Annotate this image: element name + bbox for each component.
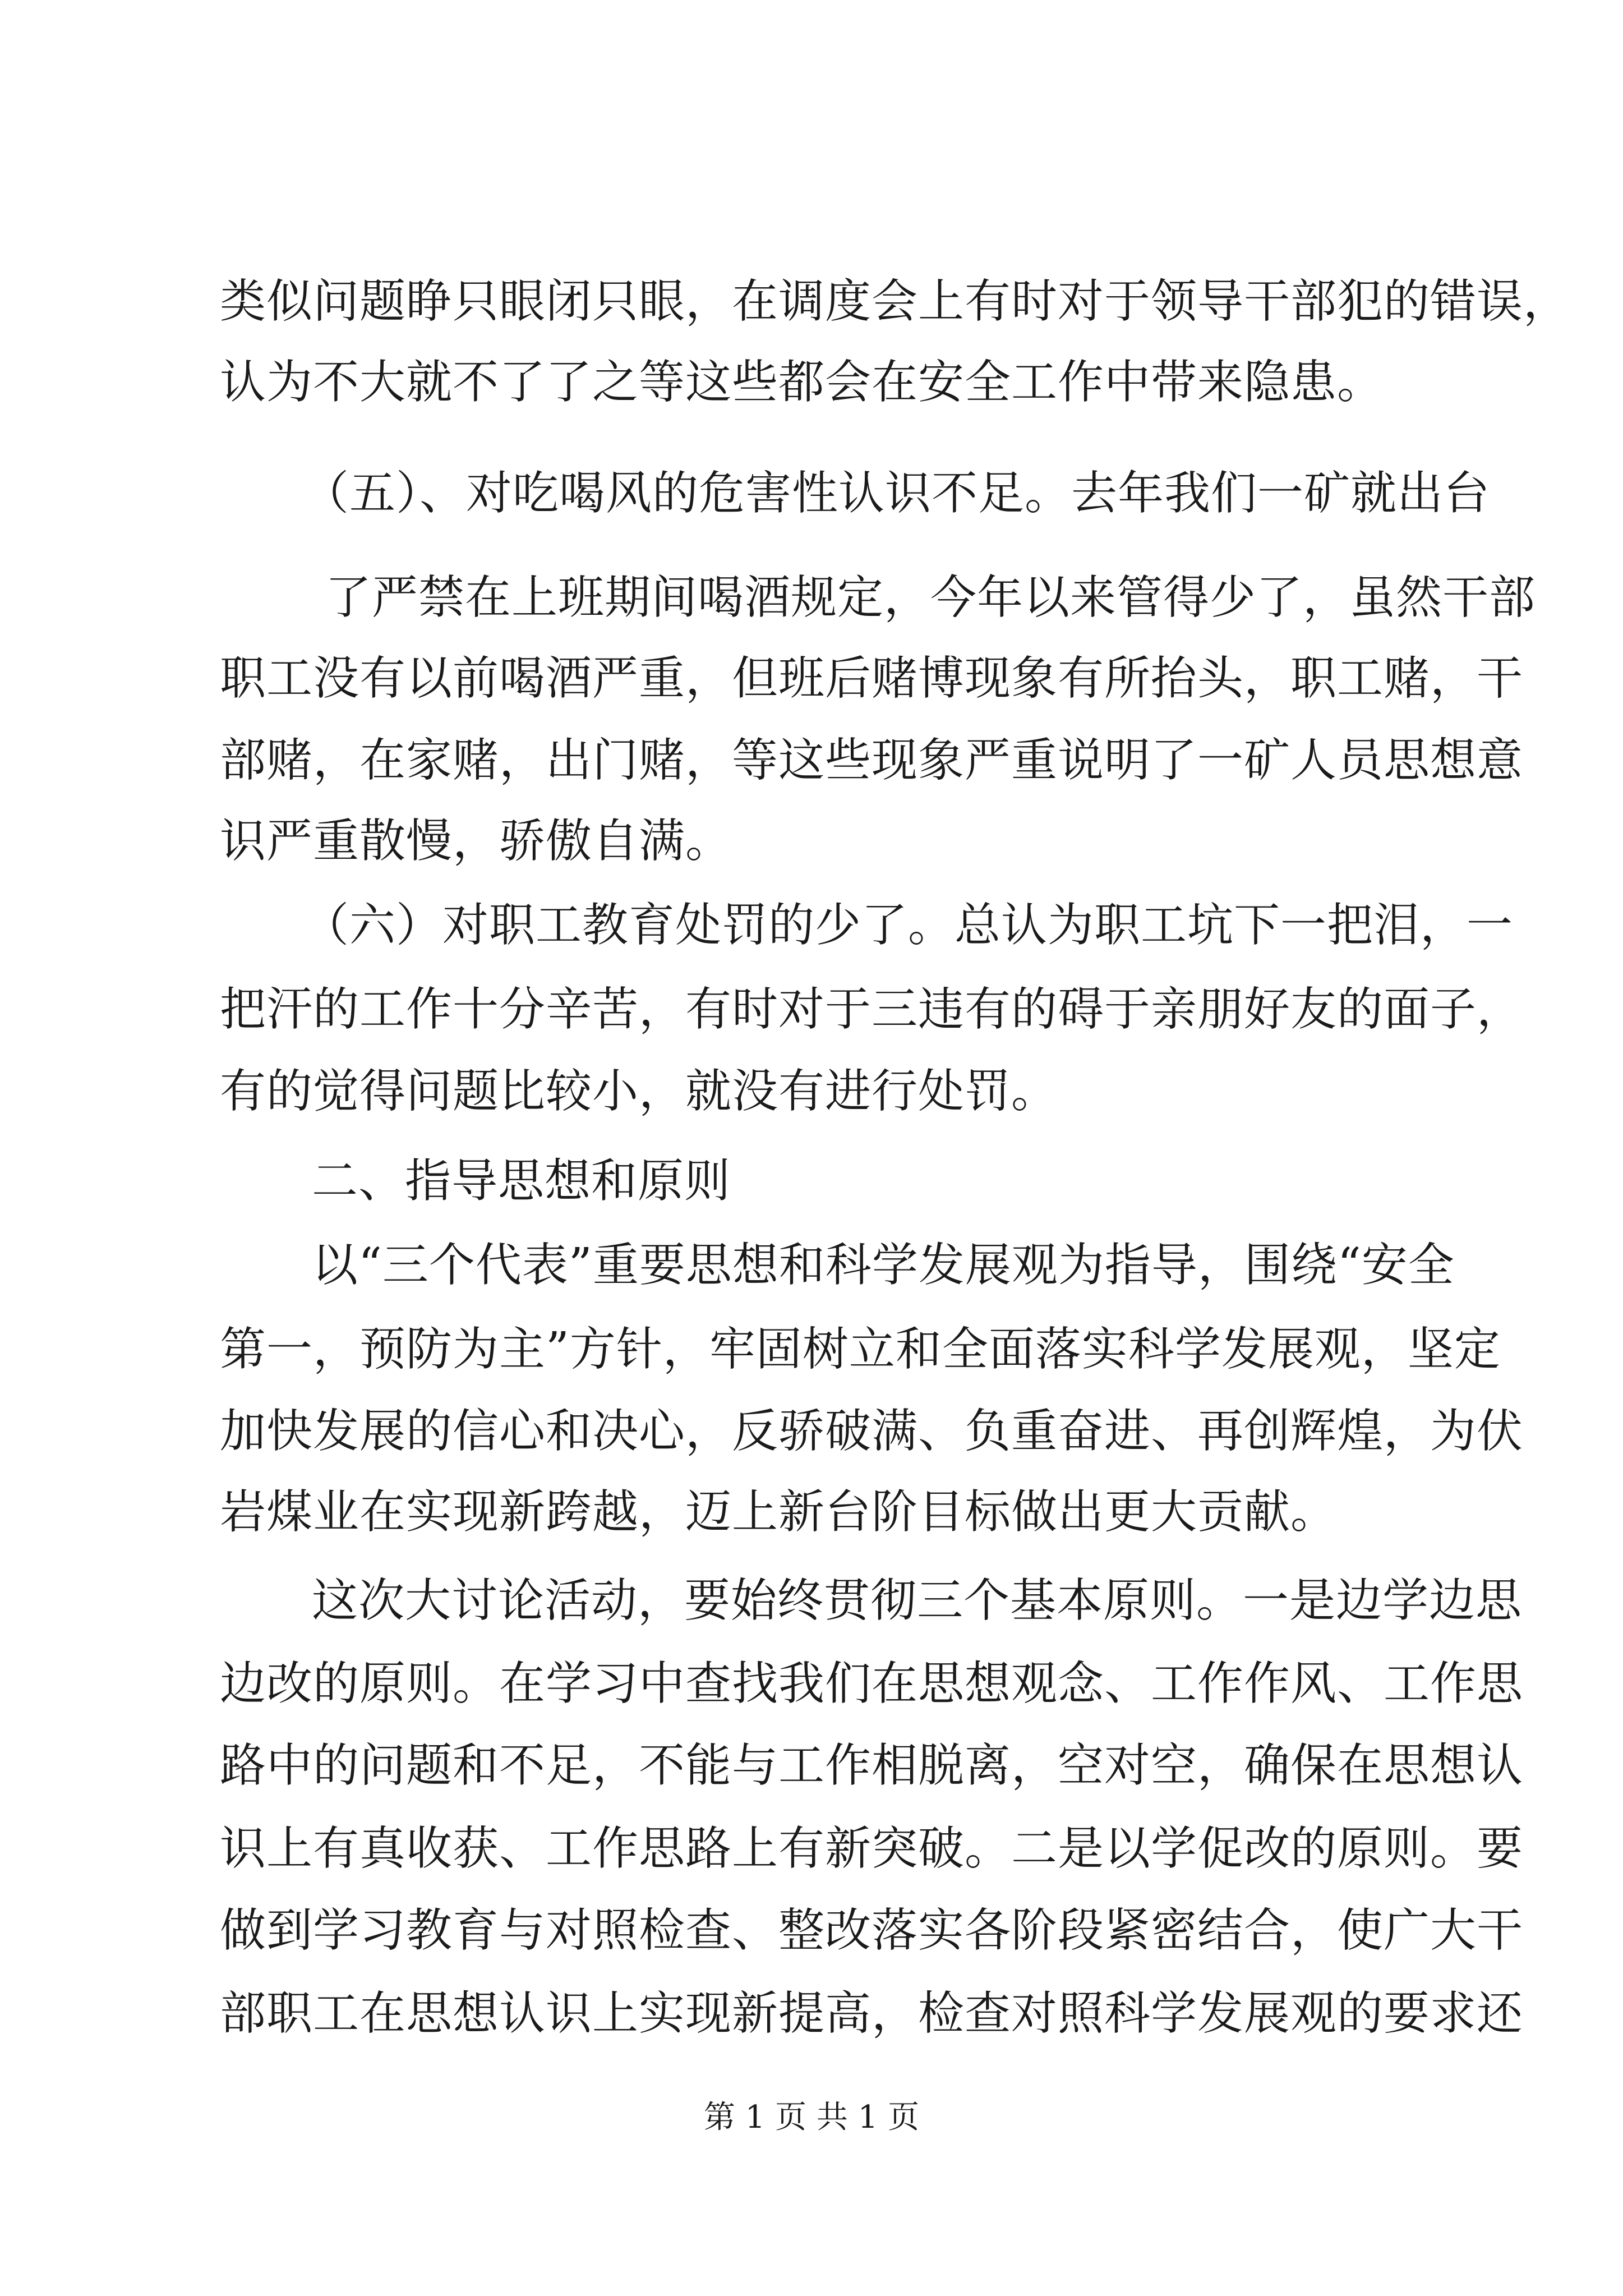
section-heading: 二、指导思想和原则 [312, 1154, 731, 1208]
body-line: 这次大讨论活动，要始终贯彻三个基本原则。一是边学边思 [312, 1574, 1523, 1627]
page-footer: 第 1 页 共 1 页 [703, 2099, 920, 2136]
body-line: 识严重散慢，骄傲自满。 [220, 815, 732, 868]
body-line: 有的觉得问题比较小，就没有进行处罚。 [220, 1065, 1058, 1118]
body-line: 部赌，在家赌，出门赌，等这些现象严重说明了一矿人员思想意 [220, 734, 1524, 787]
body-line: 类似问题睁只眼闭只眼，在调度会上有时对于领导干部犯的错误， [220, 275, 1570, 328]
body-line: 加快发展的信心和决心，反骄破满、负重奋进、再创辉煌，为伏 [220, 1405, 1524, 1458]
body-line: 路中的问题和不足，不能与工作相脱离，空对空，确保在思想认 [220, 1739, 1524, 1792]
body-line: 把汗的工作十分辛苦，有时对于三违有的碍于亲朋好友的面子， [220, 983, 1524, 1036]
body-line: 职工没有以前喝酒严重，但班后赌博现象有所抬头，职工赌，干 [220, 652, 1524, 705]
body-line: 边改的原则。在学习中查找我们在思想观念、工作作风、工作思 [220, 1657, 1524, 1710]
body-line: 以“三个代表”重要思想和科学发展观为指导，围绕“安全 [312, 1239, 1455, 1292]
body-line: （五）、对吃喝风的危害性认识不足。去年我们一矿就出台 [303, 467, 1491, 520]
body-line: 做到学习教育与对照检查、整改落实各阶段紧密结合，使广大干 [220, 1904, 1524, 1957]
body-line: 识上有真收获、工作思路上有新突破。二是以学促改的原则。要 [220, 1822, 1524, 1875]
body-line: 第一，预防为主”方针，牢固树立和全面落实科学发展观，坚定 [220, 1323, 1501, 1376]
body-line: 部职工在思想认识上实现新提高，检查对照科学发展观的要求还 [220, 1987, 1524, 2040]
body-line: 认为不大就不了了之等这些都会在安全工作中带来隐患。 [220, 356, 1384, 409]
body-line: 了严禁在上班期间喝酒规定，今年以来管得少了，虽然干部 [325, 571, 1536, 624]
body-line: （六）对职工教育处罚的少了。总认为职工坑下一把泪，一 [303, 899, 1514, 952]
body-line: 岩煤业在实现新跨越，迈上新台阶目标做出更大贡献。 [220, 1485, 1338, 1539]
